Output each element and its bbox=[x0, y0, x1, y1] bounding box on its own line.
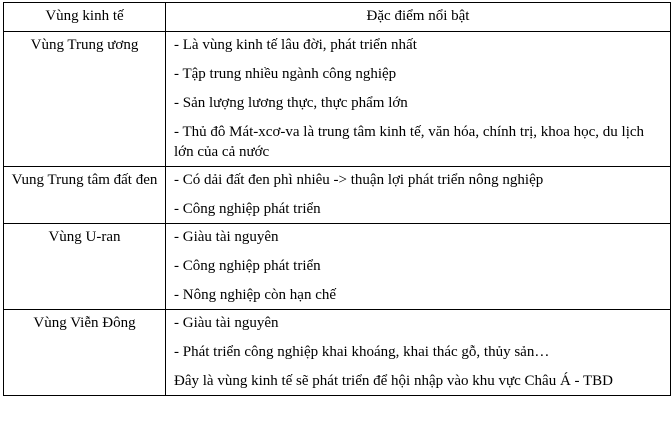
header-region: Vùng kinh tế bbox=[4, 3, 166, 32]
feature-item: - Là vùng kinh tế lâu đời, phát triển nhất bbox=[174, 37, 417, 53]
feature-item: - Công nghiệp phát triển bbox=[174, 258, 321, 274]
features-cell bbox=[166, 310, 671, 396]
feature-item: - Tập trung nhiều ngành công nghiệp bbox=[174, 66, 397, 82]
region-name: Vùng U-ran bbox=[4, 224, 166, 310]
table-row bbox=[4, 32, 671, 167]
feature-item: - Công nghiệp phát triển bbox=[174, 201, 321, 217]
header-features: Đặc điểm nổi bật bbox=[166, 3, 671, 32]
features-cell bbox=[166, 167, 671, 224]
feature-item: - Nông nghiệp còn hạn chế bbox=[174, 287, 337, 303]
table-row bbox=[4, 224, 671, 310]
features-cell bbox=[166, 224, 671, 310]
region-name: Vung Trung tâm đất đen bbox=[4, 167, 166, 224]
feature-item: - Giàu tài nguyên bbox=[174, 315, 279, 331]
feature-item: - Giàu tài nguyên bbox=[174, 229, 279, 245]
economic-regions-table bbox=[3, 2, 671, 396]
feature-item: Đây là vùng kinh tế sẽ phát triển để hội nhập vào khu vực Châu Á - TBD bbox=[174, 373, 614, 389]
region-name: Vùng Viễn Đông bbox=[4, 310, 166, 396]
feature-item: - Thủ đô Mát-xcơ-va là trung tâm kinh tế, văn hóa, chính trị, khoa học, du lịch lớn của cả nước bbox=[174, 124, 645, 160]
feature-item: - Có dải đất đen phì nhiêu -> thuận lợi phát triển nông nghiệp bbox=[174, 172, 544, 188]
feature-item: - Sản lượng lương thực, thực phẩm lớn bbox=[174, 95, 408, 111]
table-row bbox=[4, 310, 671, 396]
header-row bbox=[4, 3, 671, 32]
region-name: Vùng Trung ương bbox=[4, 32, 166, 167]
table-row bbox=[4, 167, 671, 224]
feature-item: - Phát triển công nghiệp khai khoáng, khai thác gỗ, thủy sản… bbox=[174, 344, 550, 360]
features-cell bbox=[166, 32, 671, 167]
